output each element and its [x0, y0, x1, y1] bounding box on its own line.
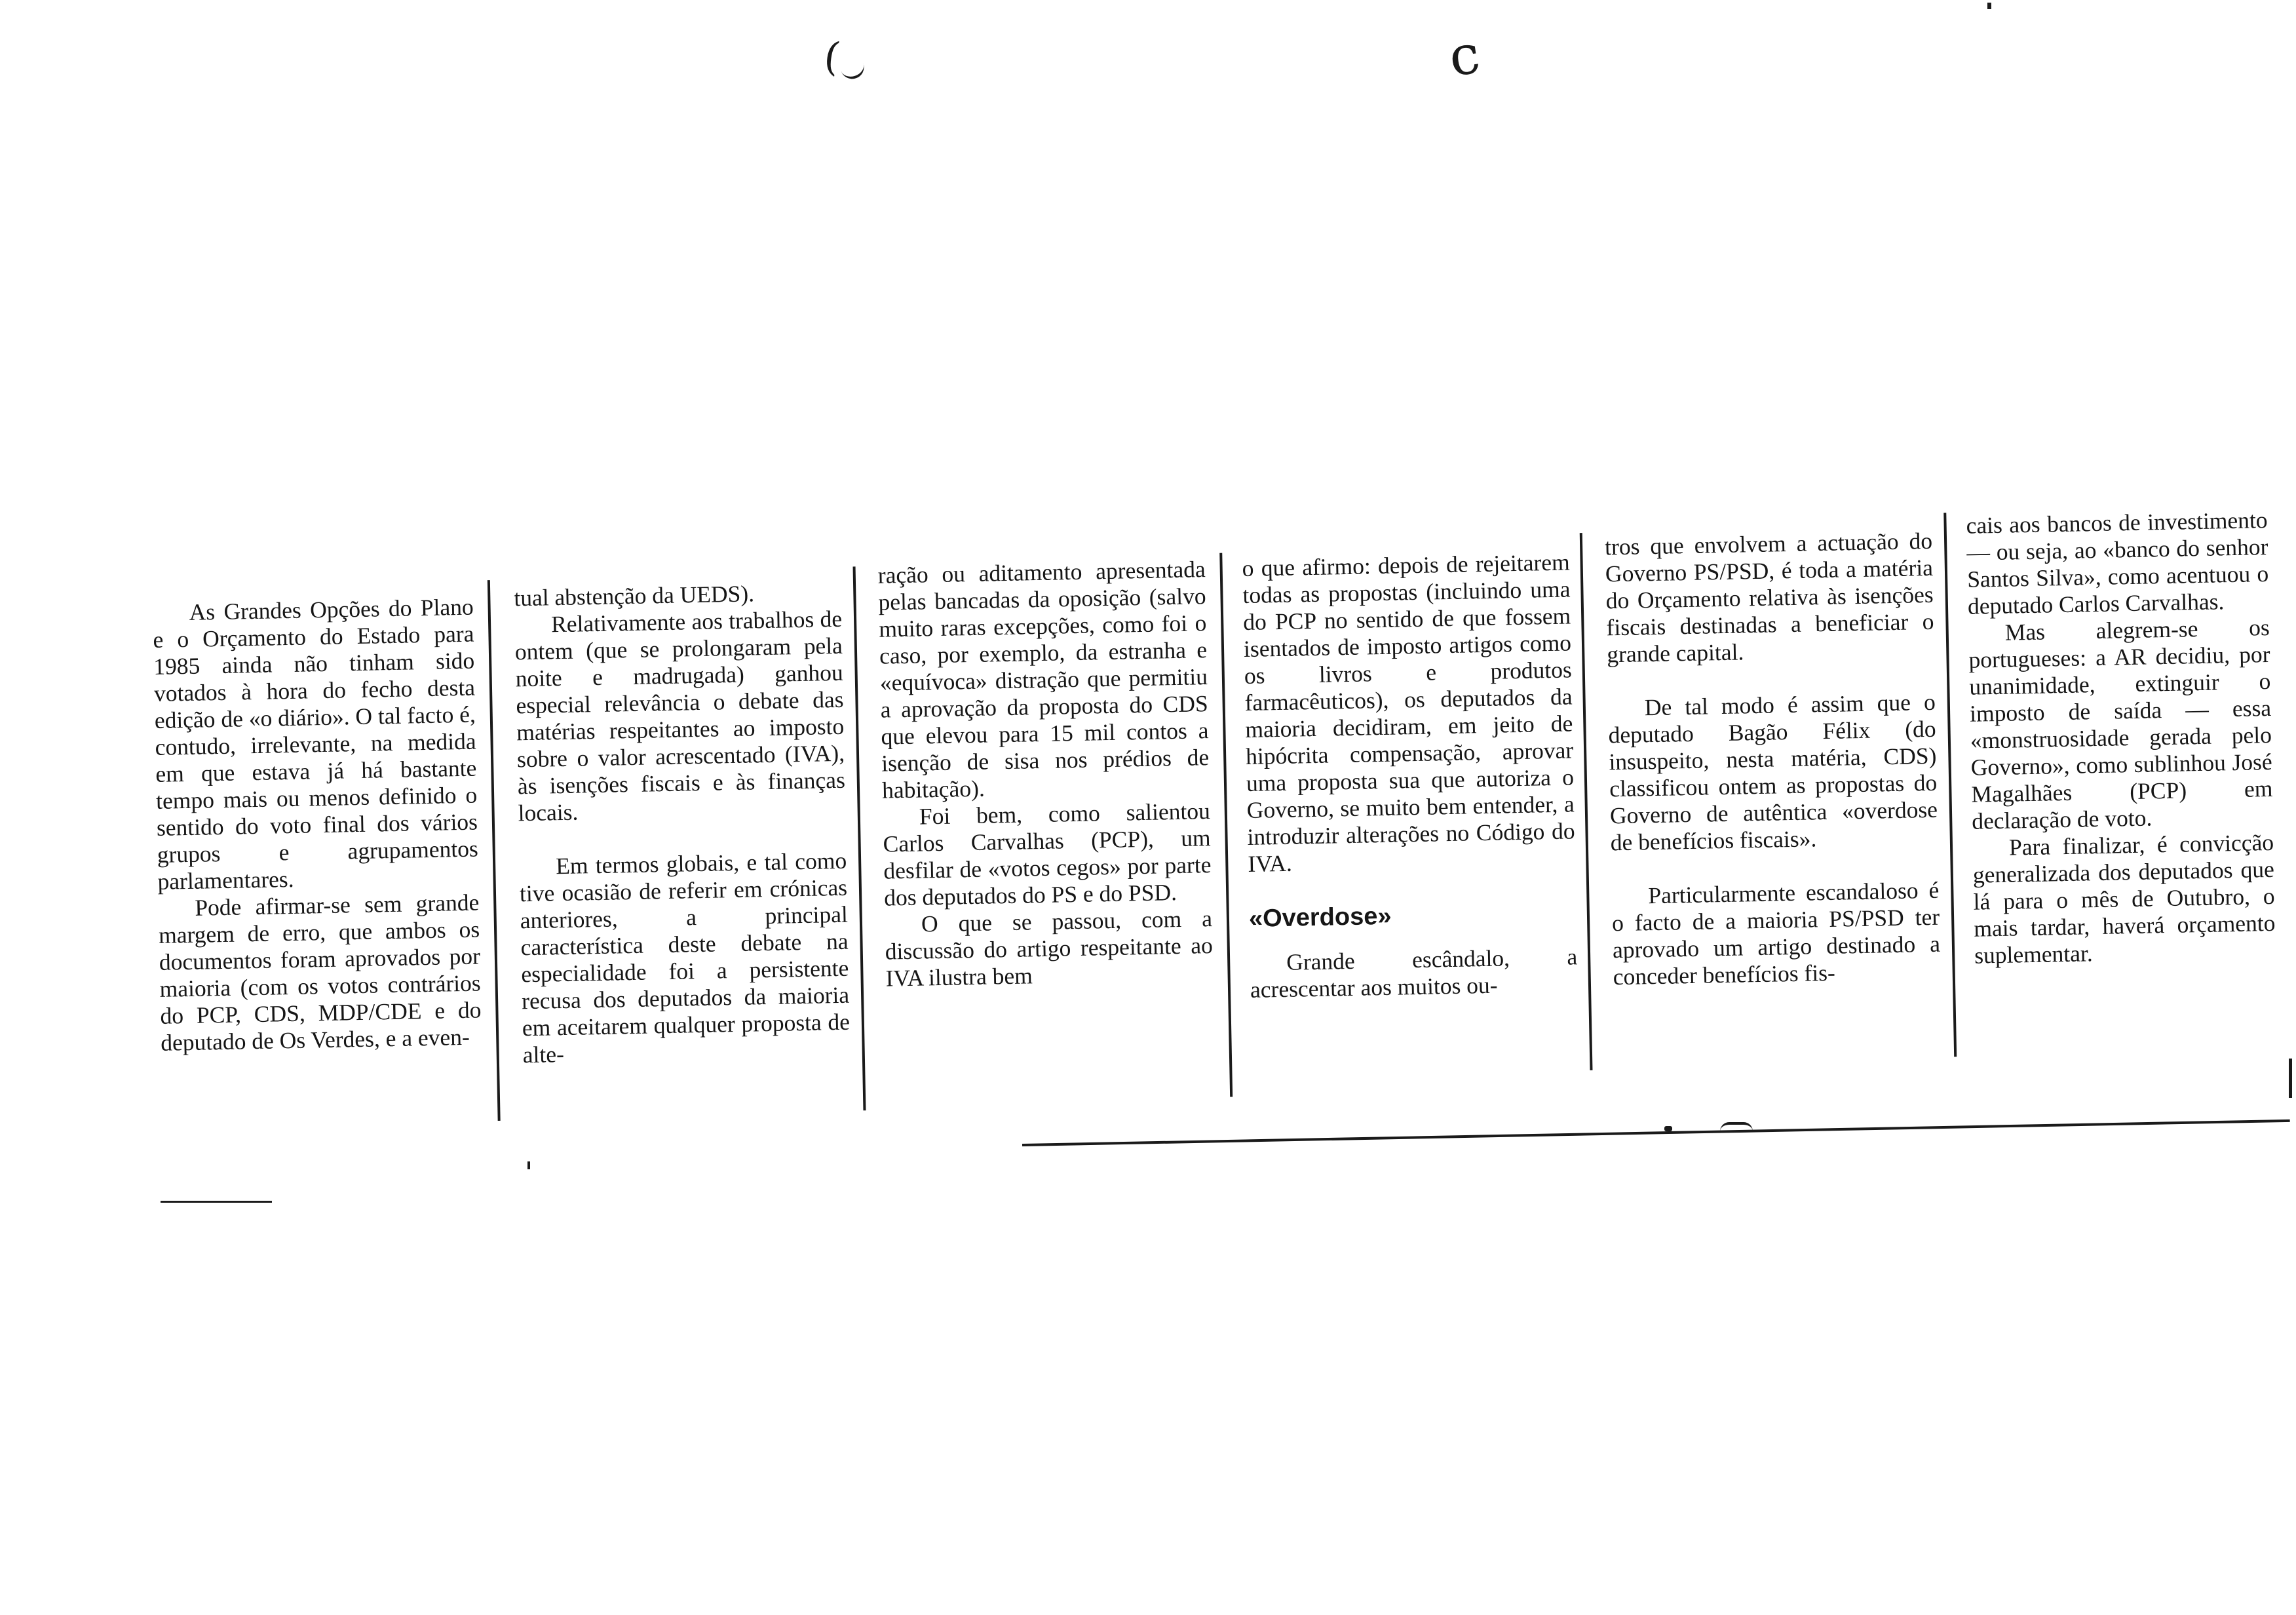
column-rule: [1580, 533, 1593, 1070]
column-5: [1605, 528, 1941, 990]
column-4: [1242, 549, 1578, 1003]
paragraph: Mas alegrem-se os portugueses: a AR decidiu, por unanimidade, extinguir o imposto de saída — essa «monstruosidade gerada pelo Governo», como sublinhou José Magalhães (PCP) em declaração de voto.: [1968, 613, 2273, 834]
left-bottom-rule: [161, 1201, 272, 1203]
column-1: [152, 594, 482, 1057]
column-rule: [853, 566, 866, 1110]
paragraph: Relativamente aos trabalhos de ontem (que se prolongaram pela noite e madrugada) ganhou especial relevância o debate das matérias respeitantes ao imposto sobre o valor acrescentado (IVA), às isenções fiscais e às finanças locais.: [514, 605, 846, 827]
paragraph: ração ou aditamento apresentada pelas bancadas da oposição (salvo muito raras excepções, como foi o caso, por exemplo, da estranha e «equívoca» distração que permitiu a aprovação da proposta do CDS que elevou para 15 mil contos a isenção de sisa nos prédios de habitação).: [877, 556, 1210, 804]
ink-speck: [527, 1161, 530, 1169]
ink-speck: [1664, 1126, 1672, 1131]
paragraph: Pode afirmar-se sem grande margem de erro, que ambos os documentos foram aprovados por maioria (com os votos contrários do PCP, CDS, MDP/CDE e do deputado de Os Verdes, e a even-: [158, 889, 482, 1056]
ink-speck: [1720, 1122, 1753, 1131]
paragraph: De tal modo é assim que o deputado Bagão Félix (do insuspeito, nesta matéria, CDS) classificou ontem as propostas do Governo de autêntica «overdose de benefícios fiscais».: [1608, 688, 1938, 856]
scan-speck: [1987, 3, 1991, 9]
paragraph: cais aos bancos de investimento — ou seja, ao «banco do senhor Santos Silva», como acentuou o deputado Carlos Carvalhas.: [1966, 506, 2269, 619]
scan-mark-left: (: [821, 33, 843, 81]
paragraph: Grande escândalo, a acrescentar aos muitos ou-: [1250, 943, 1578, 1003]
section-heading: «Overdose»: [1248, 902, 1392, 933]
paragraph: O que se passou, com a discussão do artigo respeitante ao IVA ilustra bem: [885, 905, 1214, 992]
column-2: [514, 579, 851, 1068]
paragraph: Foi bem, como salientou Carlos Carvalhas (PCP), um desfilar de «votos cegos» por parte dos deputados do PS e do PSD.: [883, 798, 1212, 911]
paragraph: As Grandes Opções do Plano e o Orçamento do Estado para 1985 ainda não tinham sido votados à hora do fecho desta edição de «o diário». O tal facto é, contudo, irrelevante, na medida em que estava já há bastante tempo mais ou menos definido o sentido do voto final dos vários grupos e agrupamentos parlamentares.: [153, 593, 479, 895]
paragraph: Em termos globais, e tal como tive ocasião de referir em crónicas anteriores, a principal característica deste debate na especialidade foi a persistente recusa dos deputados da maioria em aceitarem qualquer proposta de alte-: [519, 847, 851, 1068]
scan-mark-right: c: [1445, 23, 1484, 89]
paragraph: Para finalizar, é convicção generalizada dos deputados que lá para o mês de Outubro, o mais tardar, haverá orçamento suplementar.: [1972, 828, 2276, 969]
paragraph: o que afirmo: depois de rejeitarem todas as propostas (incluindo uma do PCP no sentido de que fossem isentados de imposto artigos como os livros e produtos farmacêuticos), os deputados da maioria decidiram, em jeito de hipócrita compensação, aprovar uma proposta sua que autoriza o Governo, se muito bem entender, a introduzir alterações no Código do IVA.: [1242, 549, 1575, 877]
column-rule: [1219, 553, 1233, 1097]
scan-mark-left-tail: [841, 62, 867, 82]
column-rule: [488, 580, 501, 1121]
page-edge-mark: [2289, 1059, 2292, 1098]
newspaper-article: [151, 481, 2276, 1190]
column-6: [1966, 507, 2276, 969]
paragraph: Particularmente escandaloso é o facto de a maioria PS/PSD ter aprovado um artigo destinado a conceder benefícios fis-: [1611, 876, 1941, 990]
paragraph: tual abstenção da UEDS).: [513, 580, 755, 612]
paragraph: tros que envolvem a actuação do Governo PS/PSD, é toda a matéria do Orçamento relativa às isenções fiscais destinadas a beneficiar o grande capital.: [1604, 527, 1934, 668]
column-3: [877, 556, 1214, 992]
column-rule: [1943, 513, 1957, 1057]
